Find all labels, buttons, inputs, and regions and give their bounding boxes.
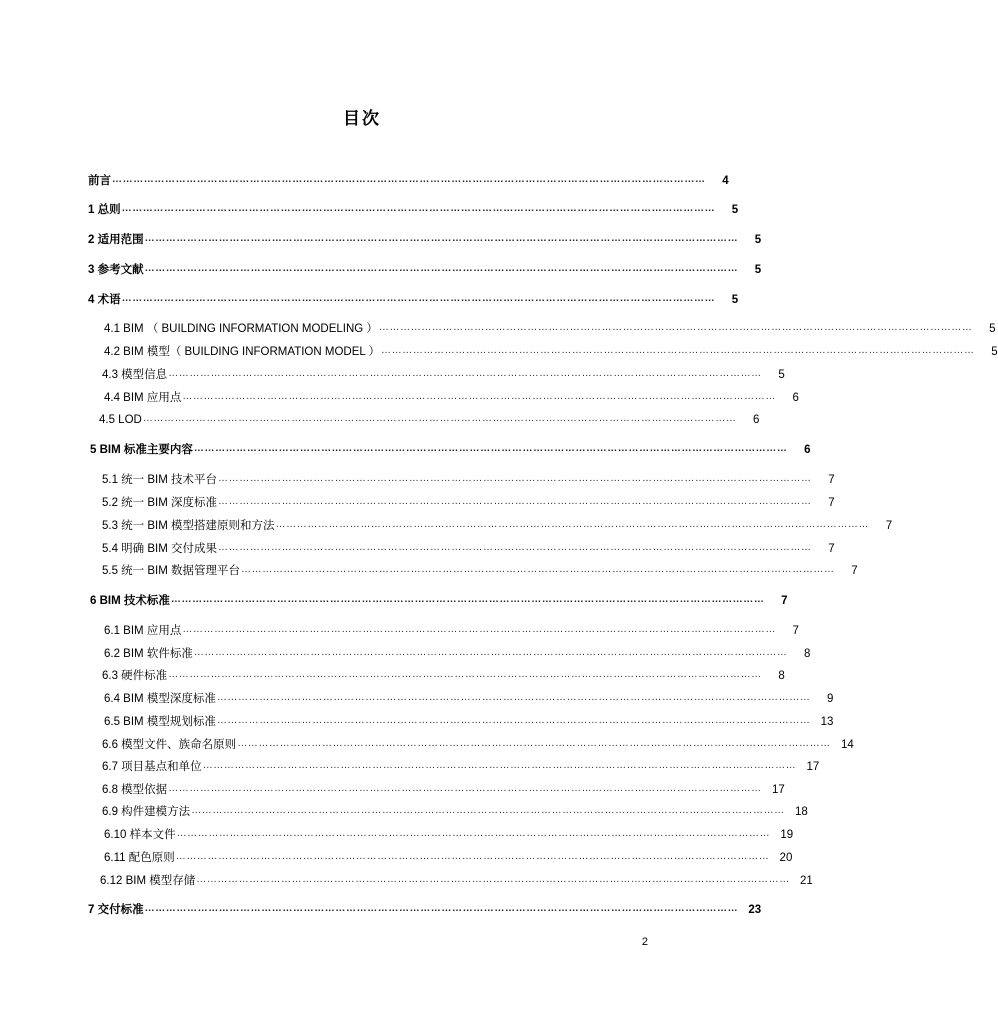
toc-entry-page: 6 xyxy=(792,392,799,404)
toc-leader-dots: …………………………………………………………………………………………………………………………………………………… xyxy=(191,805,785,816)
toc-entry-label: 4.3 模型信息 xyxy=(102,369,168,381)
toc-entry[interactable] xyxy=(88,261,762,277)
toc-entry-page: 21 xyxy=(800,875,813,887)
toc-entry-page: 6 xyxy=(753,414,760,426)
toc-leader-dots: …………………………………………………………………………………………………………………………………………………… xyxy=(121,293,716,304)
toc-leader-dots: …………………………………………………………………………………………………………………………………………………… xyxy=(144,233,739,244)
toc-leader-dots: …………………………………………………………………………………………………………………………………………………… xyxy=(202,760,797,771)
toc-leader-dots: …………………………………………………………………………………………………………………………………………………… xyxy=(121,203,716,214)
toc-entry-label: 6.7 项目基点和单位 xyxy=(102,761,202,773)
toc-entry-label: 6.2 BIM 软件标准 xyxy=(104,648,193,660)
toc-entry[interactable] xyxy=(102,517,893,533)
toc-entry-label: 1 总则 xyxy=(88,204,121,216)
toc-entry-page: 5 xyxy=(991,346,998,358)
toc-entry[interactable] xyxy=(102,758,820,774)
toc-entry-label: 6.8 模型依据 xyxy=(102,784,168,796)
toc-entry-page: 5 xyxy=(754,234,762,246)
toc-entry[interactable] xyxy=(102,366,785,382)
toc-entry-page: 5 xyxy=(754,264,762,276)
toc-entry[interactable] xyxy=(104,826,794,842)
toc-entry[interactable] xyxy=(104,389,799,405)
toc-entry-page: 20 xyxy=(779,852,793,864)
toc-entry-page: 5 xyxy=(989,323,996,335)
toc-entry-page: 18 xyxy=(795,806,808,818)
toc-leader-dots: …………………………………………………………………………………………………………………………………………………… xyxy=(175,851,770,862)
toc-leader-dots: …………………………………………………………………………………………………………………………………………………… xyxy=(168,669,762,680)
toc-leader-dots: …………………………………………………………………………………………………………………………………………………… xyxy=(168,368,762,379)
toc-entry-page: 8 xyxy=(804,648,811,660)
toc-leader-dots: …………………………………………………………………………………………………………………………………………………… xyxy=(196,874,790,885)
toc-entry-page: 4 xyxy=(722,175,729,187)
toc-entry[interactable] xyxy=(102,781,785,797)
toc-entry-page: 19 xyxy=(780,829,794,841)
toc-entry-label: 6.5 BIM 模型规划标准 xyxy=(104,716,216,728)
toc-entry-page: 5 xyxy=(778,369,785,381)
toc-leader-dots: …………………………………………………………………………………………………………………………………………………… xyxy=(193,647,788,658)
toc-entry[interactable] xyxy=(104,320,996,336)
toc-entry-label: 4 术语 xyxy=(88,294,121,306)
toc-entry-page: 7 xyxy=(828,497,835,509)
toc-entry[interactable] xyxy=(102,736,854,752)
toc-leader-dots: …………………………………………………………………………………………………………………………………………………… xyxy=(182,624,776,635)
toc-entry[interactable] xyxy=(104,713,834,729)
toc-entry-label: 5.2 统一 BIM 深度标准 xyxy=(102,497,218,509)
toc-leader-dots: …………………………………………………………………………………………………………………………………………………… xyxy=(218,473,812,484)
toc-entry-page: 17 xyxy=(806,761,820,773)
toc-entry-label: 4.2 BIM 模型（ BUILDING INFORMATION MODEL ） xyxy=(104,346,381,358)
toc-entry-label: 2 适用范围 xyxy=(88,234,144,246)
toc-entry-page: 7 xyxy=(828,474,835,486)
toc-entry-label: 5.5 统一 BIM 数据管理平台 xyxy=(102,565,241,577)
toc-leader-dots: …………………………………………………………………………………………………………………………………………………… xyxy=(378,322,973,333)
toc-entry[interactable] xyxy=(88,172,729,188)
toc-entry-label: 6.11 配色原则 xyxy=(104,852,175,864)
toc-entry-label: 6.10 样本文件 xyxy=(104,829,176,841)
toc-entry-page: 13 xyxy=(820,716,834,728)
toc-entry-label: 5.3 统一 BIM 模型搭建原则和方法 xyxy=(102,520,275,532)
toc-leader-dots: …………………………………………………………………………………………………………………………………………………… xyxy=(241,564,835,575)
toc-leader-dots: …………………………………………………………………………………………………………………………………………………… xyxy=(218,496,812,507)
toc-entry[interactable] xyxy=(102,562,858,578)
toc-entry[interactable] xyxy=(99,411,760,427)
toc-leader-dots: …………………………………………………………………………………………………………………………………………………… xyxy=(216,715,811,726)
toc-entry-label: 4.4 BIM 应用点 xyxy=(104,392,182,404)
toc-entry-page: 9 xyxy=(827,693,834,705)
toc-entry-label: 前言 xyxy=(88,175,111,187)
toc-leader-dots: …………………………………………………………………………………………………………………………………………………… xyxy=(216,692,811,703)
toc-leader-dots: …………………………………………………………………………………………………………………………………………………… xyxy=(170,594,765,605)
toc-entry[interactable] xyxy=(102,803,808,819)
toc-entry[interactable] xyxy=(102,494,835,510)
toc-leader-dots: …………………………………………………………………………………………………………………………………………………… xyxy=(112,174,706,185)
toc-entry[interactable] xyxy=(104,690,834,706)
toc-entry-label: 6.6 模型文件、族命名原则 xyxy=(102,739,237,751)
toc-entry-page: 5 xyxy=(731,204,739,216)
toc-entry-page: 5 xyxy=(731,294,739,306)
toc-leader-dots: …………………………………………………………………………………………………………………………………………………… xyxy=(237,738,831,749)
toc-entry-page: 7 xyxy=(781,595,788,607)
toc-leader-dots: …………………………………………………………………………………………………………………………………………………… xyxy=(144,903,739,914)
toc-entry-label: 4.1 BIM （ BUILDING INFORMATION MODELING ） xyxy=(104,323,378,335)
toc-leader-dots: …………………………………………………………………………………………………………………………………………………… xyxy=(182,391,776,402)
toc-entry-page: 23 xyxy=(748,904,762,916)
toc-entry-label: 6 BIM 技术标准 xyxy=(90,595,170,607)
toc-entry-label: 5.4 明确 BIM 交付成果 xyxy=(102,543,218,555)
toc-leader-dots: …………………………………………………………………………………………………………………………………………………… xyxy=(193,443,788,454)
toc-title: 目次 xyxy=(343,109,381,128)
toc-entry-label: 6.3 硬件标准 xyxy=(102,670,168,682)
toc-entry-label: 5.1 统一 BIM 技术平台 xyxy=(102,474,218,486)
toc-entry-label: 6.4 BIM 模型深度标准 xyxy=(104,693,216,705)
toc-entry-page: 7 xyxy=(885,520,893,532)
toc-entry[interactable] xyxy=(90,441,811,457)
toc-entry[interactable] xyxy=(88,291,739,307)
toc-entry[interactable] xyxy=(88,231,762,247)
toc-entry-page: 14 xyxy=(841,739,854,751)
toc-entry-label: 4.5 LOD xyxy=(99,414,142,426)
toc-entry[interactable] xyxy=(104,849,793,865)
toc-entry-page: 8 xyxy=(778,670,785,682)
toc-entry-label: 6.1 BIM 应用点 xyxy=(104,625,182,637)
toc-entry[interactable] xyxy=(88,901,762,917)
toc-leader-dots: …………………………………………………………………………………………………………………………………………………… xyxy=(176,828,771,839)
toc-entry-label: 5 BIM 标准主要内容 xyxy=(90,444,193,456)
toc-entry[interactable] xyxy=(104,645,811,661)
toc-entry-label: 7 交付标准 xyxy=(88,904,144,916)
toc-entry[interactable] xyxy=(102,667,785,683)
toc-entry-page: 17 xyxy=(772,784,785,796)
toc-leader-dots: …………………………………………………………………………………………………………………………………………………… xyxy=(142,413,737,424)
toc-leader-dots: …………………………………………………………………………………………………………………………………………………… xyxy=(275,519,870,530)
toc-entry[interactable] xyxy=(102,471,835,487)
toc-entry-label: 6.9 构件建模方法 xyxy=(102,806,191,818)
toc-entry[interactable] xyxy=(100,872,813,888)
toc-entry-page: 6 xyxy=(804,444,811,456)
page-number: 2 xyxy=(641,936,648,948)
toc-leader-dots: …………………………………………………………………………………………………………………………………………………… xyxy=(381,345,975,356)
toc-entry[interactable] xyxy=(90,592,788,608)
toc-entry[interactable] xyxy=(88,201,739,217)
toc-entry-label: 6.12 BIM 模型存储 xyxy=(100,875,196,887)
toc-entry[interactable] xyxy=(104,343,998,359)
toc-leader-dots: …………………………………………………………………………………………………………………………………………………… xyxy=(218,542,812,553)
toc-entry-label: 3 参考文献 xyxy=(88,264,144,276)
toc-entry-page: 7 xyxy=(828,543,835,555)
toc-leader-dots: …………………………………………………………………………………………………………………………………………………… xyxy=(168,783,762,794)
toc-entry[interactable] xyxy=(102,540,835,556)
toc-entry-page: 7 xyxy=(792,625,799,637)
toc-entry[interactable] xyxy=(104,622,799,638)
toc-leader-dots: …………………………………………………………………………………………………………………………………………………… xyxy=(144,263,739,274)
toc-entry-page: 7 xyxy=(851,565,858,577)
